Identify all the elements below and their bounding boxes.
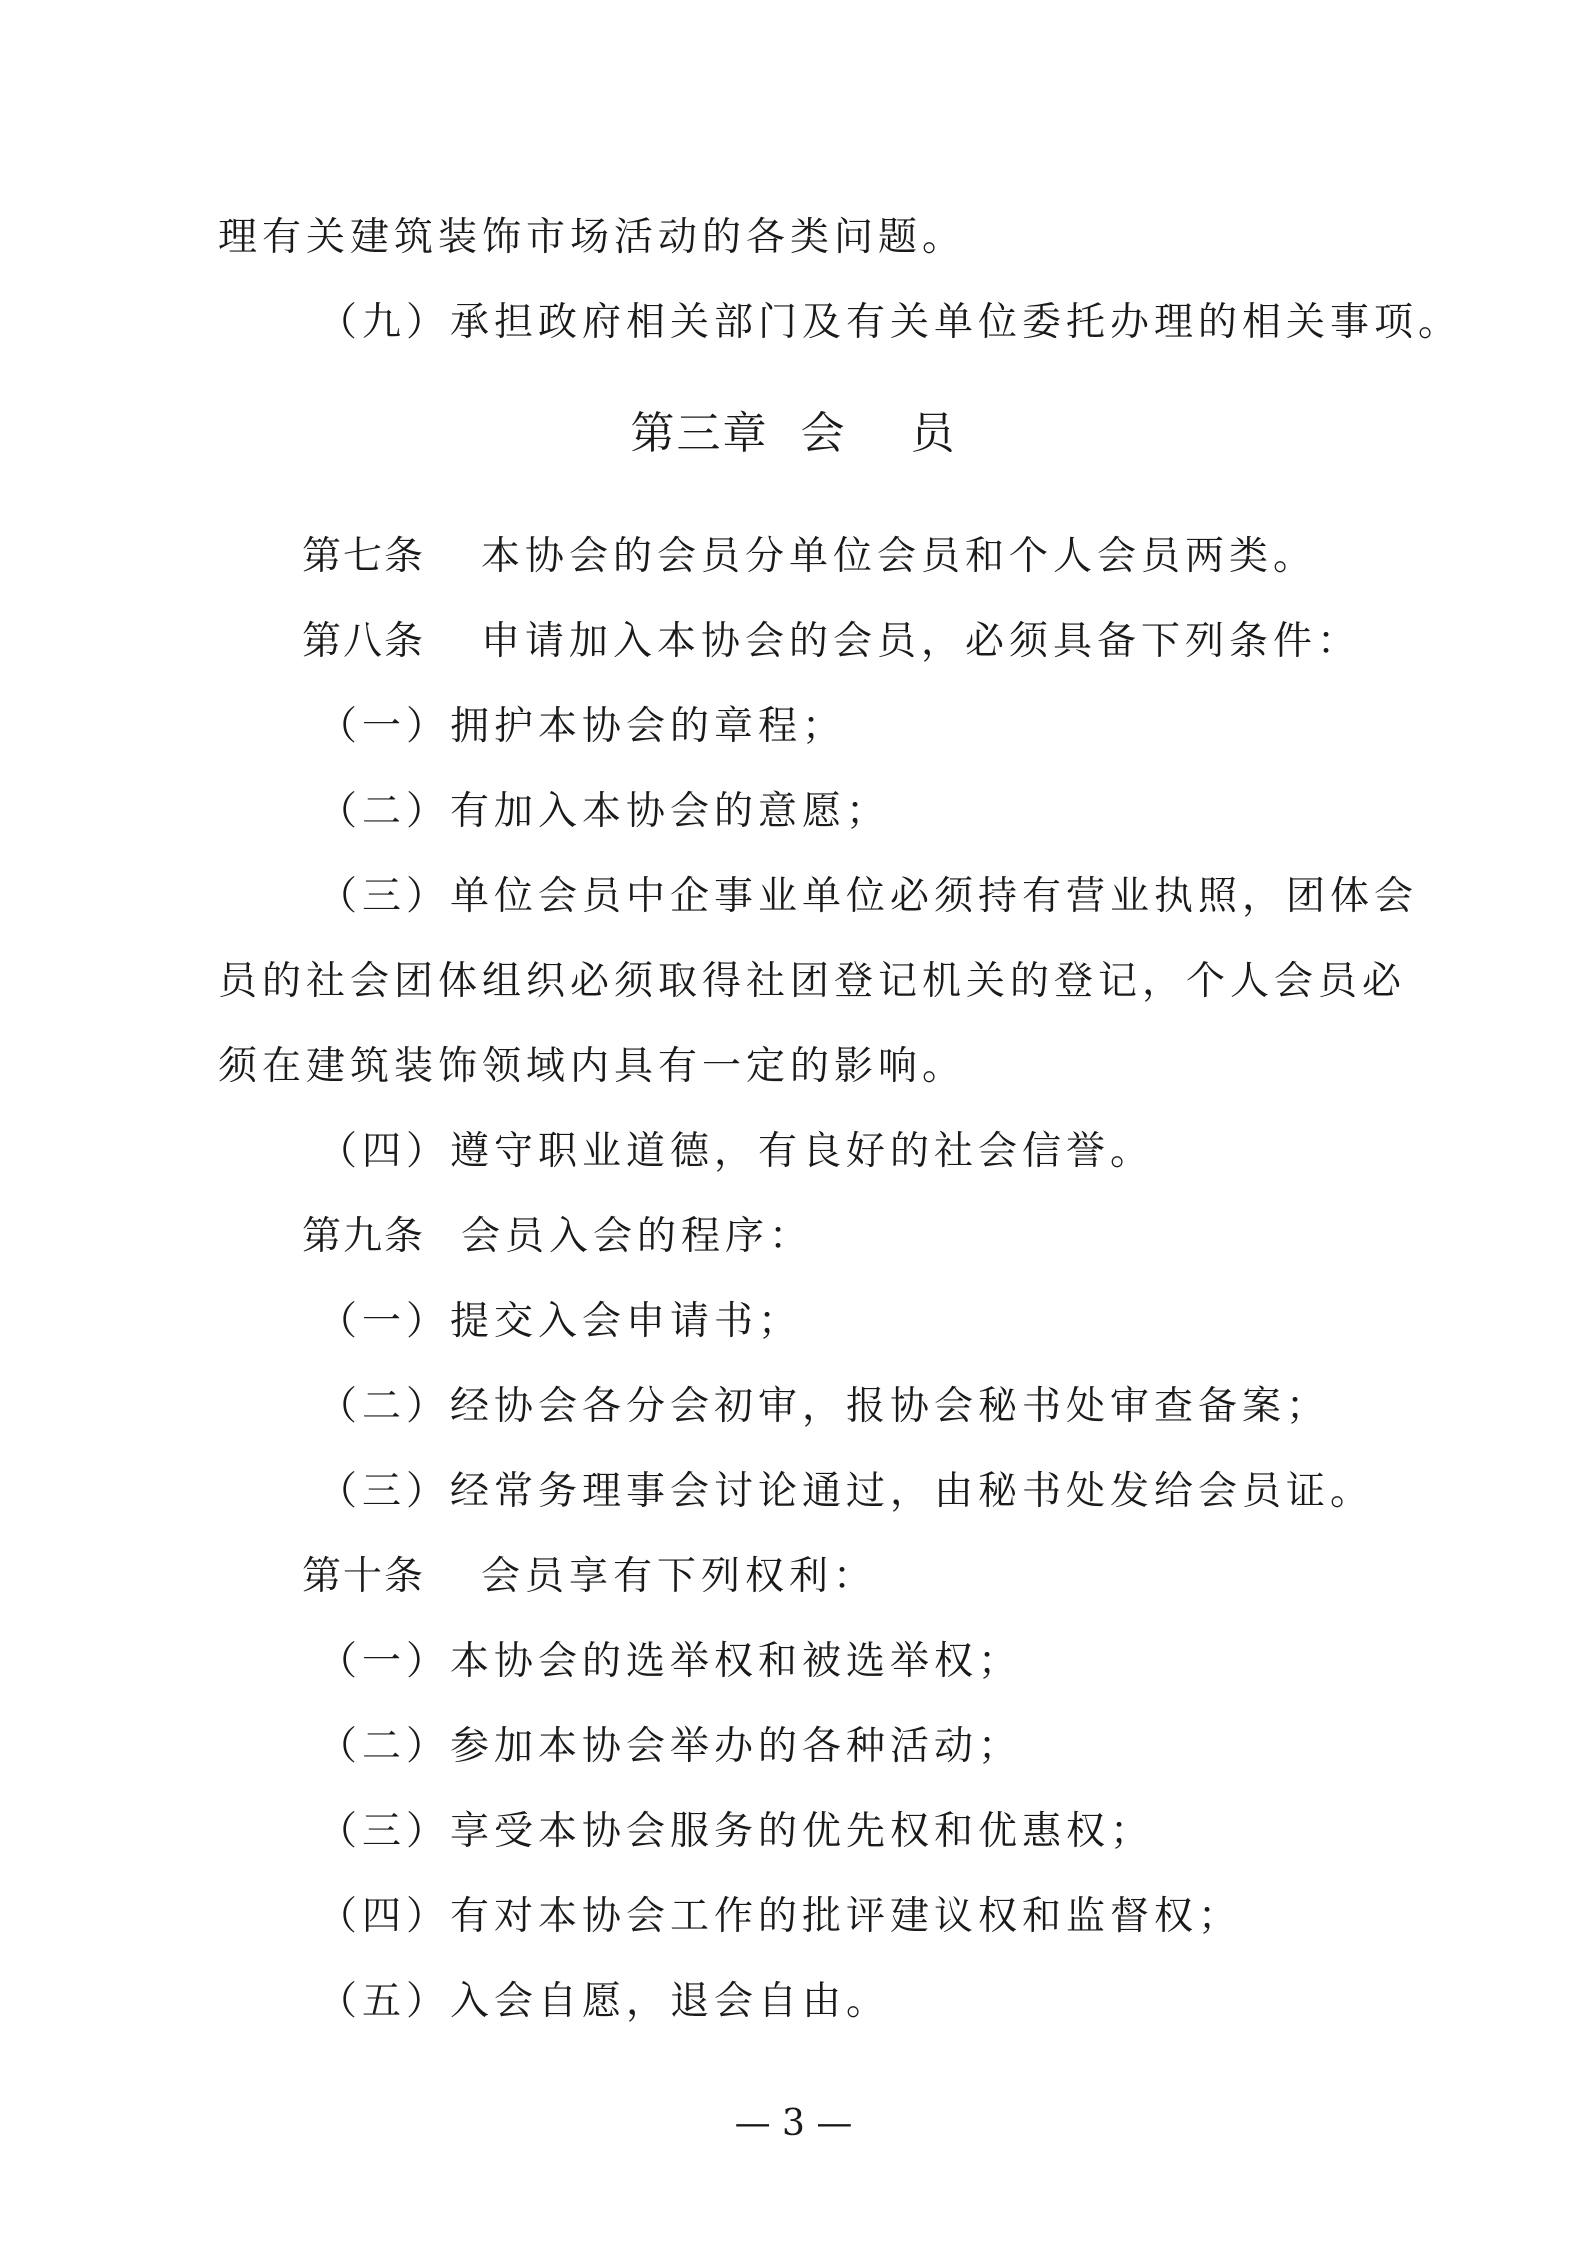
list-item: （一）本协会的选举权和被选举权； [318,1639,1023,1684]
list-item: （四）有对本协会工作的批评建议权和监督权； [318,1894,1243,1939]
list-item: （三）经常务理事会讨论通过，由秘书处发给会员证。 [318,1469,1375,1514]
article-heading: 第七条 [302,534,426,579]
article-heading: 第八条 [302,619,426,664]
list-item: （五）入会自愿，退会自由。 [318,1979,891,2024]
list-item: （四）遵守职业道德，有良好的社会信誉。 [318,1129,1155,1174]
article-heading: 第十条 [302,1554,426,1599]
chapter-title: 第三章 会 员 [630,408,957,459]
list-item: （三）单位会员中企事业单位必须持有营业执照，团体会 [318,874,1419,919]
list-item: （一）提交入会申请书； [318,1299,803,1344]
list-item: （二）有加入本协会的意愿； [318,789,891,834]
article-10 [302,1554,878,1599]
article-text: 本协会的会员分单位会员和个人会员两类。 [481,534,1318,579]
article-7 [302,534,1318,579]
paragraph-line: （九）承担政府相关部门及有关单位委托办理的相关事项。 [318,300,1463,345]
list-item: （二）经协会各分会初审，报协会秘书处审查备案； [318,1384,1331,1429]
list-item: （一）拥护本协会的章程； [318,704,847,749]
article-heading: 第九条 [302,1214,426,1259]
article-text: 申请加入本协会的会员，必须具备下列条件： [481,619,1362,664]
paragraph-line: 理有关建筑装饰市场活动的各类问题。 [218,215,967,260]
paragraph-line: 须在建筑装饰领域内具有一定的影响。 [218,1044,967,1089]
paragraph-line: 员的社会团体组织必须取得社团登记机关的登记，个人会员必 [218,959,1407,1004]
page-number: — 3 — [734,2103,853,2144]
list-item: （三）享受本协会服务的优先权和优惠权； [318,1809,1155,1854]
list-item: （二）参加本协会举办的各种活动； [318,1724,1023,1769]
article-8 [302,619,1362,664]
article-text: 会员入会的程序： [461,1214,814,1259]
article-text: 会员享有下列权利： [481,1554,878,1599]
article-9 [302,1214,814,1259]
